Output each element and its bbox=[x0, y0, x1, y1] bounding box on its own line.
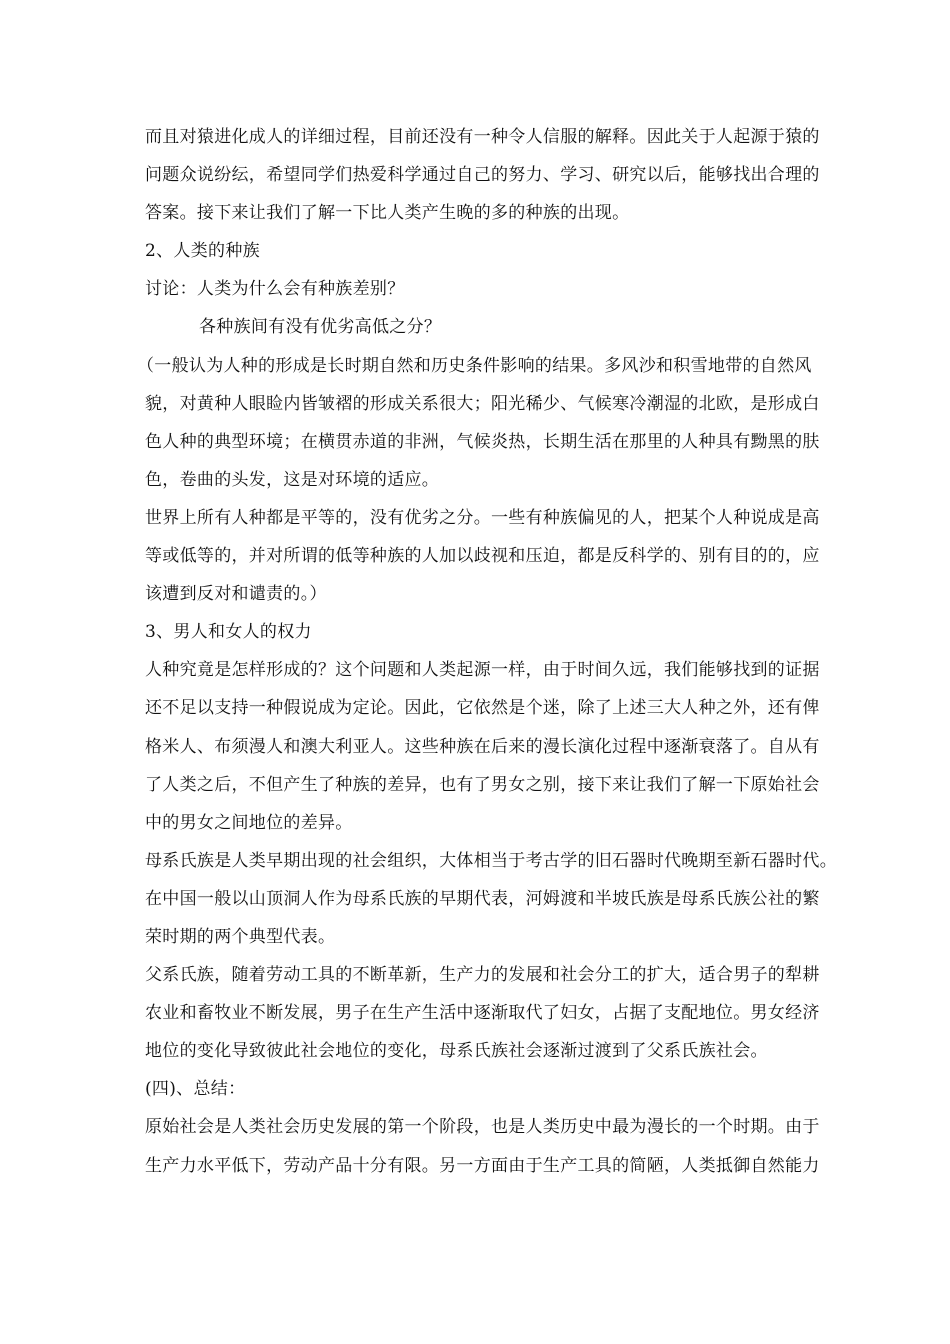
paragraph-line: 貌，对黄种人眼睑内皆皱褶的形成关系很大；阳光稀少、气候寒冷潮湿的北欧，是形成白 bbox=[145, 393, 820, 414]
paragraph-line: 而且对猿进化成人的详细过程，目前还没有一种令人信服的解释。因此关于人起源于猿的 bbox=[145, 127, 820, 147]
paragraph-line: 问题众说纷纭，希望同学们热爱科学通过自己的努力、学习、研究以后，能够找出合理的 bbox=[145, 165, 820, 186]
section-heading: 3、男人和女人的权力 bbox=[145, 622, 312, 643]
paragraph-line: 还不足以支持一种假说成为定论。因此，它依然是个迷，除了上述三大人种之外，还有俾 bbox=[145, 698, 820, 719]
paragraph-line: 生产力水平低下，劳动产品十分有限。另一方面由于生产工具的简陋，人类抵御自然能力 bbox=[145, 1155, 820, 1176]
paragraph-line: 原始社会是人类社会历史发展的第一个阶段，也是人类历史中最为漫长的一个时期。由于 bbox=[145, 1117, 820, 1138]
section-heading: (四)、总结： bbox=[145, 1079, 246, 1100]
paragraph-line: 等或低等的，并对所谓的低等种族的人加以歧视和压迫，都是反科学的、别有目的的，应 bbox=[145, 546, 820, 567]
paragraph-line: （一般认为人种的形成是长时期自然和历史条件影响的结果。多风沙和积雪地带的自然风 bbox=[137, 355, 812, 376]
discussion-question: 讨论：人类为什么会有种族差别？ bbox=[145, 279, 405, 300]
paragraph-line: 色人种的典型环境；在横贯赤道的非洲，气候炎热，长期生活在那里的人种具有黝黑的肤 bbox=[145, 431, 820, 452]
paragraph-line: 父系氏族，随着劳动工具的不断革新，生产力的发展和社会分工的扩大，适合男子的犁耕 bbox=[145, 965, 820, 986]
paragraph-line: 地位的变化导致彼此社会地位的变化，母系氏族社会逐渐过渡到了父系氏族社会。 bbox=[145, 1041, 768, 1062]
paragraph-line: 色，卷曲的头发，这是对环境的适应。 bbox=[145, 469, 440, 490]
paragraph-line: 农业和畜牧业不断发展，男子在生产生活中逐渐取代了妇女，占据了支配地位。男女经济 bbox=[145, 1003, 820, 1024]
paragraph-line: 中的男女之间地位的差异。 bbox=[145, 812, 353, 833]
paragraph-line: 世界上所有人种都是平等的，没有优劣之分。一些有种族偏见的人，把某个人种说成是高 bbox=[145, 507, 820, 528]
paragraph-line: 格米人、布须漫人和澳大利亚人。这些种族在后来的漫长演化过程中逐渐衰落了。自从有 bbox=[145, 736, 820, 757]
paragraph-line: 了人类之后，不但产生了种族的差异，也有了男女之别，接下来让我们了解一下原始社会 bbox=[145, 774, 820, 795]
paragraph-line: 母系氏族是人类早期出现的社会组织，大体相当于考古学的旧石器时代晚期至新石器时代。 bbox=[145, 850, 837, 871]
discussion-question: 各种族间有没有优劣高低之分？ bbox=[199, 317, 442, 338]
paragraph-line: 荣时期的两个典型代表。 bbox=[145, 926, 336, 947]
document-body bbox=[137, 122, 837, 1189]
paragraph-line: 该遭到反对和谴责的。） bbox=[145, 584, 327, 605]
section-heading: 2、人类的种族 bbox=[145, 241, 260, 262]
paragraph-line: 答案。接下来让我们了解一下比人类产生晚的多的种族的出现。 bbox=[145, 203, 630, 224]
paragraph-line: 在中国一般以山顶洞人作为母系氏族的早期代表，河姆渡和半坡氏族是母系氏族公社的繁 bbox=[145, 888, 820, 909]
paragraph-line: 人种究竟是怎样形成的？这个问题和人类起源一样，由于时间久远，我们能够找到的证据 bbox=[145, 660, 820, 681]
